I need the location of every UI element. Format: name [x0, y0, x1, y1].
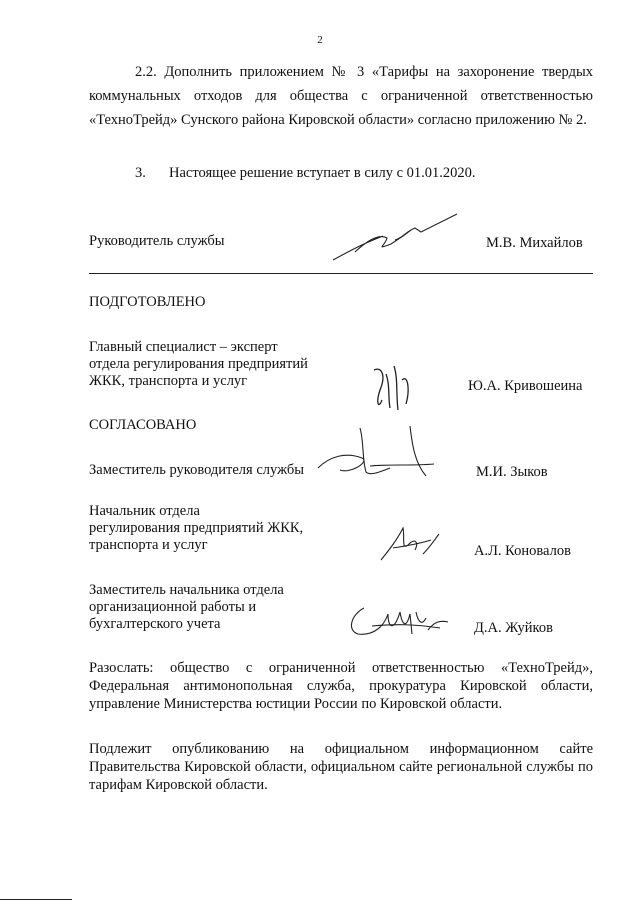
agreed-person-name: А.Л. Коновалов: [474, 543, 571, 559]
divider-line: [89, 273, 593, 274]
agreed-position-line: организационной работы и: [89, 599, 257, 615]
agreed-position-line: регулирования предприятий ЖКК,: [89, 520, 304, 536]
item-3-text: Настоящее решение вступает в силу с 01.01.2020.: [169, 165, 476, 181]
agreed-signature-2: [375, 522, 445, 566]
agreed-position-line: Заместитель руководителя службы: [89, 462, 305, 478]
paragraph-2-2: 2.2. Дополнить приложением № 3 «Тарифы на захоронение твердых коммунальных отходов для общества с ограниченной ответственностью «ТехноТрейд» Сунского района Кировской области» согласно приложению № 2.: [89, 64, 593, 128]
footnote-rule: [0, 899, 72, 900]
page-number: 2: [317, 34, 323, 46]
publication-note: Подлежит опубликованию на официальном информационном сайте Правительства Кировской области, официальном сайте региональной службы по тарифам Кировской области.: [89, 741, 593, 793]
agreed-position-line: Начальник отдела: [89, 503, 200, 519]
prepared-signature: [368, 360, 418, 414]
distribution-list: Разослать: общество с ограниченной ответственностью «ТехноТрейд», Федеральная антимонопольная служба, прокуратура Кировской области, управление Министерства юстиции России по Кировской области.: [89, 660, 593, 712]
prepared-name: Ю.А. Кривошеина: [468, 378, 583, 394]
head-name: М.В. Михайлов: [486, 235, 583, 251]
agreed-position-line: бухгалтерского учета: [89, 616, 221, 632]
agreed-signature-3: [344, 600, 454, 642]
agreed-signature-1: [310, 422, 440, 484]
prepared-position: [89, 339, 308, 390]
prepared-position-line: отдела регулирования предприятий: [89, 356, 308, 372]
prepared-position-line: ЖКК, транспорта и услуг: [89, 373, 248, 389]
head-position: Руководитель службы: [89, 233, 225, 249]
agreed-person-position: [89, 460, 304, 480]
agreed-person-position: [89, 503, 303, 554]
agreed-person-name: Д.А. Жуйков: [474, 620, 553, 636]
agreed-heading: СОГЛАСОВАНО: [89, 417, 197, 433]
agreed-person-name: М.И. Зыков: [476, 464, 548, 480]
prepared-position-line: Главный специалист – эксперт: [89, 339, 278, 355]
agreed-position-line: транспорта и услуг: [89, 537, 208, 553]
head-signature: [325, 208, 465, 268]
agreed-person-position: [89, 582, 284, 633]
item-3-number: 3.: [135, 165, 146, 181]
prepared-heading: ПОДГОТОВЛЕНО: [89, 294, 206, 310]
agreed-position-line: Заместитель начальника отдела: [89, 582, 284, 598]
